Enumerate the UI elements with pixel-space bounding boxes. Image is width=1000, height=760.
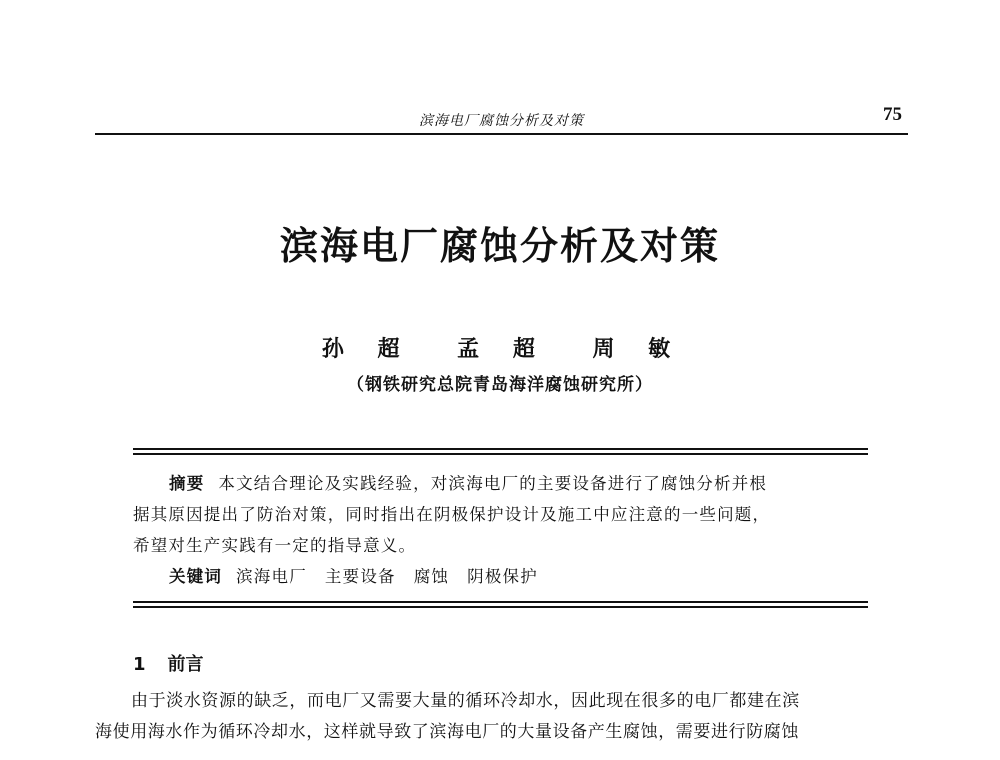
keyword: 主要设备 <box>324 567 396 586</box>
abstract-top-rule-inner <box>133 453 868 455</box>
abstract-bottom-rule <box>133 601 868 603</box>
body-line: 由于淡水资源的缺乏，而电厂又需要大量的循环冷却水，因此现在很多的电厂都建在滨 <box>131 691 800 711</box>
keyword: 滨海电厂 <box>236 567 307 586</box>
abstract-block <box>133 468 868 592</box>
keyword: 阴极保护 <box>467 567 538 586</box>
header-rule <box>95 133 908 135</box>
abstract-label: 摘要 <box>169 474 205 493</box>
abstract-line: 希望对生产实践有一定的指导意义。 <box>133 536 417 555</box>
abstract-line: 据其原因提出了防治对策，同时指出在阴极保护设计及施工中应注意的一些问题， <box>133 505 771 524</box>
abstract-text: 本文结合理论及实践经验，对滨海电厂的主要设备进行了腐蚀分析并根 <box>218 474 768 493</box>
abstract-top-rule <box>133 448 868 450</box>
body-line: 海使用海水作为循环冷却水，这样就导致了滨海电厂的大量设备产生腐蚀，需要进行防腐蚀 <box>95 722 799 742</box>
running-title: 滨海电厂腐蚀分析及对策 <box>419 113 584 129</box>
author-name: 孙 超 <box>321 336 408 362</box>
abstract-bottom-rule-inner <box>133 606 868 608</box>
author-list <box>0 332 1000 363</box>
section-heading <box>133 650 204 676</box>
keywords-line <box>133 561 868 592</box>
keywords-label: 关键词 <box>169 567 223 586</box>
paper-title: 滨海电厂腐蚀分析及对策 <box>279 223 720 268</box>
section-number: 1 <box>133 654 146 675</box>
section-title: 前言 <box>167 654 204 675</box>
section-body <box>95 686 910 748</box>
running-header <box>95 104 908 132</box>
author-name: 周 敏 <box>592 336 679 362</box>
author-name: 孟 超 <box>457 336 543 362</box>
page-number: 75 <box>883 104 902 125</box>
keyword: 腐蚀 <box>413 567 450 586</box>
abstract-line <box>133 468 868 499</box>
author-affiliation: （钢铁研究总院青岛海洋腐蚀研究所） <box>347 375 653 395</box>
